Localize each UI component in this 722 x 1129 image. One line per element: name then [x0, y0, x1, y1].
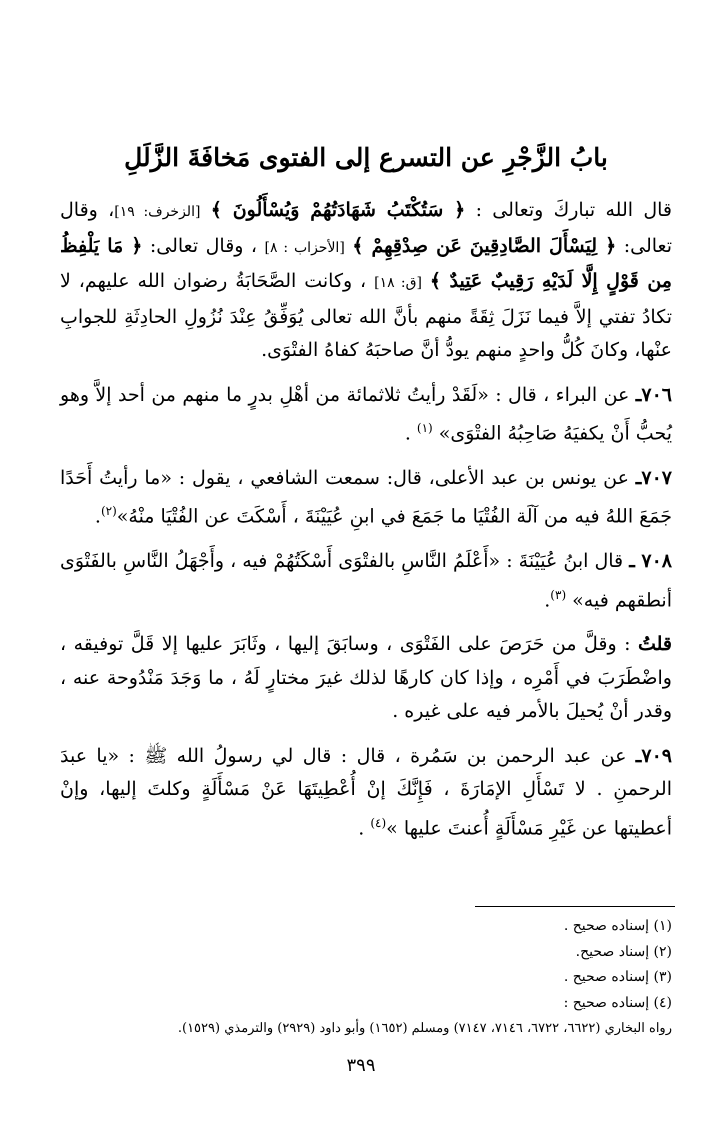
qultu-paragraph [60, 628, 672, 735]
footnote-divider [475, 906, 675, 907]
hadith-number: ٧٠٧ـ [635, 466, 672, 489]
hadith-text: عن عبد الرحمن بن سَمُرة ، قال : قال لي رسولُ الله ﷺ : «يا عبدَ الرحمنِ . لا تَسْأَلِ الإمَارَةَ ، فَإِنَّكَ إنْ أُعْطِيتَهَا عَنْ مَسْأَلَةٍ وكلتَ إليها، وإنْ أعطيتها عن غَيْرِ مَسْأَلَةٍ أُعنتَ عليها » [60, 744, 672, 840]
footnotes [40, 914, 672, 1042]
verse-reference-1: [الزخرف: ١٩] [114, 204, 201, 220]
footnote-4: (٤) إسناده صحيح : [563, 994, 672, 1011]
intro-paragraph [60, 194, 672, 374]
hadith-text: عن يونس بن عبد الأعلى، قال: سمعت الشافعي ، يقول : «ما رأيتُ أَحَدًا جَمَعَ اللهُ فيه من آلَة الفُتْيَا ما جَمَعَ في ابنِ عُيَيْنَةَ ، أَسْكَتَ عن الفُتْيَا منْهُ» [60, 466, 672, 528]
hadith-text: عن البراء ، قال : «لَقَدْ رأيتُ ثلاثمائة من أهْلِ بدرٍ ما منهم من أحد إلاَّ وهو يُحبُّ أَنْ يكفيَهُ صَاحِبُهُ الفتْوَى» [60, 383, 672, 445]
quran-verse-1: ﴿ سَتُكْتَبُ شَهَادَتُهُمْ وَيُسْأَلُونَ ﴾ [210, 199, 466, 221]
hadith-end: . [544, 588, 551, 611]
page-body [60, 140, 672, 851]
hadith-text: قال ابنُ عُيَيْنَةَ : «أَعْلَمُ النَّاسِ بالفتْوَى أَسْكَتُهُمْ فيه ، وأَجْهَلُ النَّاسِ بالفَتْوَى أنطقهم فيه» [59, 550, 672, 611]
qultu-text: : وقلَّ من حَرَصَ على الفَتْوَى ، وسابَقَ إليها ، وثَابَرَ عليها إلا قَلَّ توفيقه ، واضْطَرَبَ في أَمْرِه ، وإذا كان كارهًا لذلك غيرَ مختارٍ لَهُ ، ما وَجَدَ مَنْدُوحة عنه ، وقدر أنْ يُحيلَ بالأمر فيه على غيره . [60, 633, 672, 723]
hadith-706 [60, 379, 672, 457]
hadith-end: . [94, 505, 101, 528]
intro-rest: ، وكانت الصَّحَابَةُ رضوان الله عليهم، لا تكادُ تفتي إلاَّ فيما نَزَلَ ثِقَةً منهم بأنَّ الله تعالى يُوَفِّقُ عِنْدَ نُزُولِ الحادِثَةِ للجوابِ عنْها، وكانَ كُلُّ واحدٍ منهم يودُّ أنَّ صاحبَهُ كفاهُ الفتْوَى. [60, 270, 672, 361]
qultu-label: قلتُ [637, 633, 672, 656]
footnote-1: (١) إسناده صحيح . [563, 918, 672, 934]
footnote-3: (٣) إسناده صحيح . [563, 969, 672, 985]
hadith-709 [60, 740, 672, 846]
footnote-marker: (٤) [370, 815, 387, 830]
chapter-title: بابُ الزَّجْرِ عن التسرع إلى الفتوى مَخافَةَ الزَّلَلِ [124, 143, 608, 172]
hadith-end: . [404, 422, 417, 445]
footnote-marker: (١) [416, 421, 433, 435]
hadith-707 [60, 462, 672, 540]
quran-verse-2: ﴿ لِيَسْأَلَ الصَّادِقِينَ عَن صِدْقِهِمْ ﴾ [352, 234, 617, 257]
intro-opening: قال الله تباركَ وتعالى : [465, 199, 672, 221]
quran-verse-3: ﴿ مَا يَلْفِظُ مِن قَوْلٍ إِلَّا لَدَيْهِ رَقِيبٌ عَتِيدٌ ﴾ [60, 234, 672, 292]
hadith-number: ٧٠٨ ـ [629, 550, 672, 573]
verse-reference-2: [الأحزاب : ٨] [264, 239, 345, 256]
hadith-number: ٧٠٦ـ [635, 383, 672, 406]
page-number: ٣٩٩ [346, 1055, 376, 1076]
footnote-marker: (٢) [100, 504, 117, 519]
hadith-708 [60, 545, 672, 623]
footnote-source: رواه البخاري (٦٦٢٢، ٦٧٢٢، ٧١٤٦، ٧١٤٧) ومسلم (١٦٥٢) وأبو داود (٢٩٢٩) والترمذي (١٥٢٩). [177, 1021, 672, 1036]
footnote-marker: (٣) [550, 587, 567, 602]
intro-mid-2: ، وقال تعالى: [142, 234, 265, 257]
footnote-2: (٢) إسناد صحيح. [575, 943, 672, 960]
hadith-number: ٧٠٩ـ [635, 744, 672, 767]
hadith-end: . [358, 817, 371, 840]
verse-reference-3: [ق: ١٨] [374, 275, 422, 291]
intro-mid-1: ، وقال تعالى: [60, 199, 673, 257]
